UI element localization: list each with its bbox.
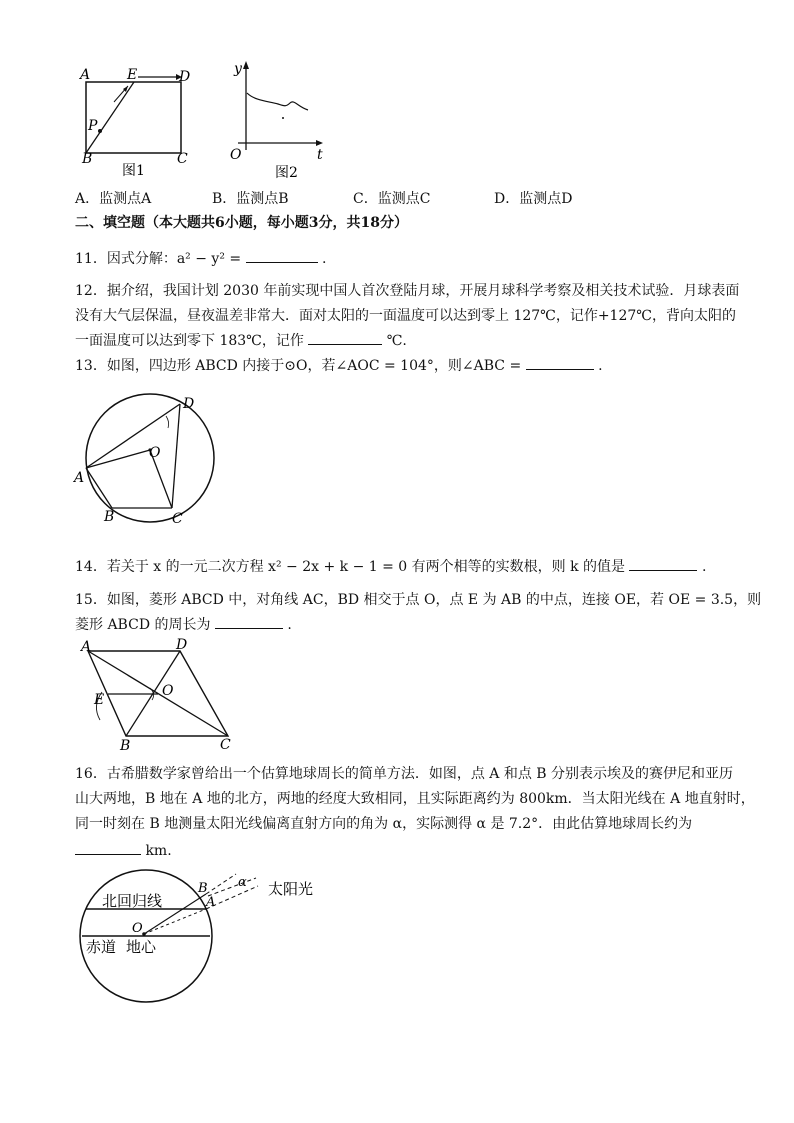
fig1-label-C: C xyxy=(177,151,188,167)
fig13-label-A: A xyxy=(74,470,85,486)
question-16-line-4 xyxy=(75,840,172,861)
fig16-label-alpha: α xyxy=(238,875,247,890)
option-b: B．监测点B xyxy=(212,191,289,207)
question-13-text: 13．如图，四边形 ABCD 内接于⊙O，若∠AOC = 104°，则∠ABC = xyxy=(75,358,522,374)
question-14-text: 14．若关于 x 的一元二次方程 x² − 2x + k − 1 = 0 有两个相等的实数根，则 k 的值是 xyxy=(75,559,626,575)
question-12-line-3 xyxy=(75,330,407,351)
question-12-line-3-end: ℃. xyxy=(386,333,407,349)
fig2-caption: 图2 xyxy=(275,165,298,180)
answer-blank-14 xyxy=(629,556,697,571)
fig13-label-D: D xyxy=(183,396,195,412)
section-heading: 二、填空题（本大题共6小题，每小题3分，共18分） xyxy=(75,215,408,231)
fig16-label-equator: 赤道 xyxy=(86,938,117,956)
question-15-line-2 xyxy=(75,614,292,635)
question-12-line-1: 12．据介绍，我国计划 2030 年前实现中国人首次登陆月球，开展月球科学考察及相关技术试验．月球表面 xyxy=(75,283,740,299)
fig2-label-y: y xyxy=(234,61,242,77)
question-11-text: 11．因式分解：a² − y² = xyxy=(75,251,242,267)
fig13-label-B: B xyxy=(104,509,115,525)
fig15-label-O: O xyxy=(162,683,174,699)
answer-blank-11 xyxy=(246,248,318,263)
fig16-label-sunlight: 太阳光 xyxy=(268,880,314,898)
question-14-end: . xyxy=(701,559,707,575)
fig16-label-O: O xyxy=(132,921,143,936)
question-11 xyxy=(75,248,326,269)
question-16-line-1: 16．古希腊数学家曾给出一个估算地球周长的简单方法．如图，点 A 和点 B 分别表示埃及的赛伊尼和亚历 xyxy=(75,766,734,782)
fig15-label-E: E xyxy=(94,692,105,708)
fig1-label-D: D xyxy=(179,69,191,85)
fig16-label-B: B xyxy=(198,881,208,896)
question-13 xyxy=(75,355,603,376)
option-a: A．监测点A xyxy=(75,191,152,207)
figure-2 xyxy=(226,55,336,180)
question-12-line-2: 没有大气层保温，昼夜温差非常大．面对太阳的一面温度可以达到零上 127℃，记作+127℃，背向太阳的 xyxy=(75,308,736,324)
question-15-line-1: 15．如图，菱形 ABCD 中，对角线 AC，BD 相交于点 O，点 E 为 AB 的中点，连接 OE，若 OE = 3.5，则 xyxy=(75,592,762,608)
question-13-end: . xyxy=(598,358,603,374)
fig15-label-A: A xyxy=(81,639,92,655)
question-11-end: . xyxy=(322,251,327,267)
figure-15 xyxy=(78,636,248,756)
answer-blank-13 xyxy=(526,355,594,370)
fig1-label-E: E xyxy=(127,67,138,83)
fig2-label-t: t xyxy=(317,147,323,163)
question-14 xyxy=(75,556,706,577)
figure-16 xyxy=(78,866,338,1006)
option-c: C．监测点C xyxy=(353,191,431,207)
question-16-unit: km. xyxy=(145,843,172,859)
fig13-label-O: O xyxy=(149,445,161,461)
question-16-line-2: 山大两地，B 地在 A 地的北方，两地的经度大致相同，且实际距离约为 800km．当太阳光线在 A 地直射时， xyxy=(75,791,755,807)
fig2-label-O: O xyxy=(230,147,242,163)
figure-1 xyxy=(76,62,206,177)
figure-13 xyxy=(70,390,230,535)
option-d: D．监测点D xyxy=(494,191,573,207)
answer-blank-16 xyxy=(75,840,141,855)
fig16-label-A: A xyxy=(206,895,216,910)
fig16-label-tropic: 北回归线 xyxy=(102,892,163,910)
fig16-label-earth-center: 地心 xyxy=(126,938,157,956)
fig15-label-B: B xyxy=(120,738,131,754)
question-15-line-2-text: 菱形 ABCD 的周长为 xyxy=(75,617,211,633)
answer-blank-15 xyxy=(215,614,283,629)
fig1-caption: 图1 xyxy=(122,163,145,177)
answer-blank-12 xyxy=(308,330,382,345)
question-16-line-3: 同一时刻在 B 地测量太阳光线偏离直射方向的角为 α，实际测得 α 是 7.2°．由此估算地球周长约为 xyxy=(75,816,693,832)
question-12-line-3-text: 一面温度可以达到零下 183℃，记作 xyxy=(75,333,304,349)
fig15-label-C: C xyxy=(220,737,231,753)
fig1-label-B: B xyxy=(82,151,93,167)
fig1-label-P: P xyxy=(88,118,98,134)
question-15-end: . xyxy=(287,617,292,633)
fig13-label-C: C xyxy=(172,511,183,527)
fig1-label-A: A xyxy=(80,67,91,83)
fig15-label-D: D xyxy=(176,637,188,653)
